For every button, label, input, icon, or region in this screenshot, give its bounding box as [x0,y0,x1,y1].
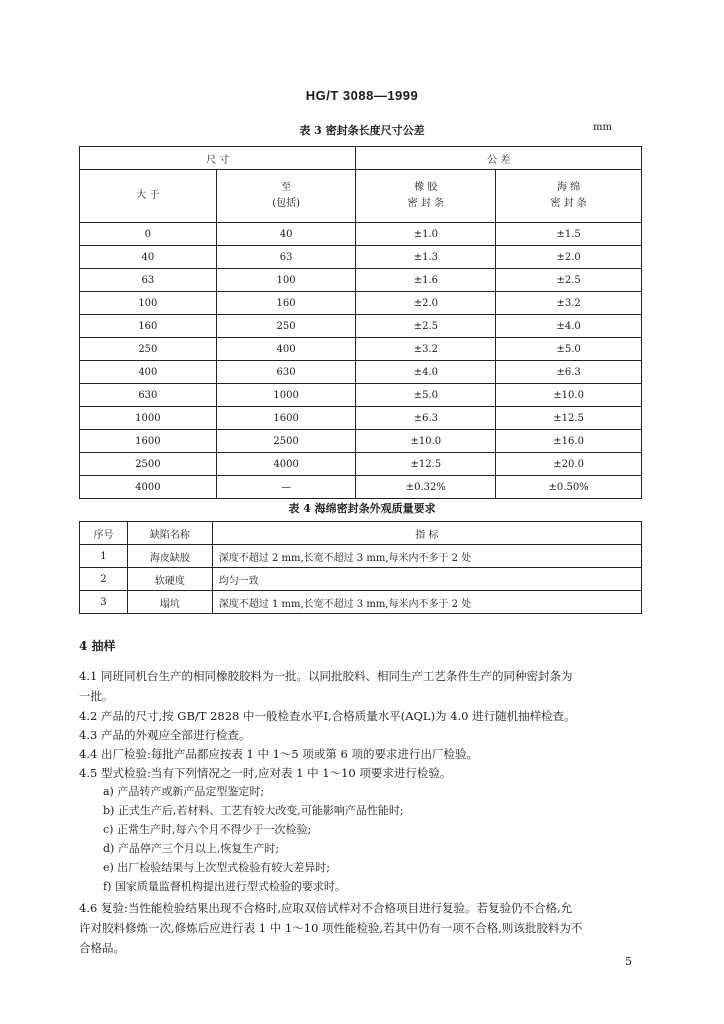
cell-sponge: ±5.0 [496,338,642,361]
cell-index: 深度不超过 1 mm,长宽不超过 3 mm,每米内不多于 2 处 [212,591,641,614]
cell-to: 100 [216,269,356,292]
sub-header-to-line2: (包括) [272,198,300,209]
list-item: b) 正式生产后,若材料、工艺有较大改变,可能影响产品性能时; [103,804,404,817]
para-4-1-line2: 一批。 [79,689,114,703]
cell-rubber: ±5.0 [356,384,496,407]
sub-header-sponge-line2: 密 封 条 [550,198,587,209]
cell-defect: 塌坑 [127,591,212,614]
table-row [80,430,642,453]
col-tolerance-header: 公 差 [356,147,642,170]
cell-sponge: ±6.3 [496,361,642,384]
cell-rubber: ±6.3 [356,407,496,430]
cell-sponge: ±3.2 [496,292,642,315]
cell-over: 40 [80,246,217,269]
table-row [80,568,642,591]
cell-to: 1600 [216,407,356,430]
sub-header-rubber [356,170,496,223]
cell-over: 0 [80,223,217,246]
cell-rubber: ±0.32% [356,476,496,499]
sub-header-rubber-line2: 密 封 条 [407,198,445,209]
para-4-5: 4.5 型式检验:当有下列情况之一时,应对表 1 中 1～10 项要求进行检验。 [79,766,452,780]
cell-rubber: ±3.2 [356,338,496,361]
cell-no: 3 [80,591,128,614]
cell-sponge: ±2.0 [496,246,642,269]
section-4-heading: 4 抽样 [79,639,116,653]
cell-sponge: ±4.0 [496,315,642,338]
sub-header-rubber-line1: 橡 胶 [414,182,438,193]
table-row [80,292,642,315]
table4-body [80,545,642,614]
cell-to: 63 [216,246,356,269]
cell-over: 1000 [80,407,217,430]
cell-to: 630 [216,361,356,384]
cell-to: 160 [216,292,356,315]
sub-header-over: 大 于 [80,170,217,223]
cell-over: 4000 [80,476,217,499]
list-item: a) 产品转产或新产品定型鉴定时; [103,785,265,798]
cell-no: 1 [80,545,128,568]
table-row [80,315,642,338]
cell-sponge: ±16.0 [496,430,642,453]
para-4-6-line3: 合格品。 [79,941,125,955]
table-row [80,407,642,430]
cell-rubber: ±1.0 [356,223,496,246]
col-size-header: 尺 寸 [80,147,356,170]
sub-header-sponge [496,170,642,223]
table-row [80,361,642,384]
table-row [80,591,642,614]
cell-over: 1600 [80,430,217,453]
table-row [80,384,642,407]
list-item: c) 正常生产时,每六个月不得少于一次检验; [103,823,312,836]
sub-header-to-line1: 至 [281,182,292,193]
cell-over: 160 [80,315,217,338]
table3-length-tolerance [79,146,642,499]
cell-sponge: ±10.0 [496,384,642,407]
table-row [80,269,642,292]
cell-sponge: ±20.0 [496,453,642,476]
table4-caption: 表 4 海绵密封条外观质量要求 [288,502,436,515]
table3-unit: mm [593,122,612,133]
cell-no: 2 [80,568,128,591]
cell-over: 630 [80,384,217,407]
cell-over: 100 [80,292,217,315]
cell-over: 400 [80,361,217,384]
para-4-2: 4.2 产品的尺寸,按 GB/T 2828 中一般检查水平Ⅰ,合格质量水平(AQL)为 4.0 进行随机抽样检查。 [79,709,576,723]
cell-sponge: ±12.5 [496,407,642,430]
table-row [80,476,642,499]
cell-rubber: ±2.5 [356,315,496,338]
table-row [80,338,642,361]
para-4-6-line2: 许对胶料修炼一次,修炼后应进行表 1 中 1～10 项性能检验,若其中仍有一项不合格,则该批胶料为不 [79,921,583,935]
cell-to: 400 [216,338,356,361]
cell-rubber: ±10.0 [356,430,496,453]
table4-appearance-quality [79,521,642,614]
list-item: d) 产品停产三个月以上,恢复生产时; [103,842,280,855]
list-item: f) 国家质量监督机构提出进行型式检验的要求时。 [103,880,346,893]
para-4-4: 4.4 出厂检验:每批产品都应按表 1 中 1～5 项或第 6 项的要求进行出厂检验。 [79,747,479,761]
cell-defect: 软硬度 [127,568,212,591]
cell-to: 1000 [216,384,356,407]
table-row [80,223,642,246]
table3-body [80,223,642,499]
sub-header-sponge-line1: 海 绵 [557,182,581,193]
table-row [80,453,642,476]
cell-to: — [216,476,356,499]
col-index-header: 指 标 [212,522,641,545]
cell-to: 2500 [216,430,356,453]
para-4-6-line1: 4.6 复验:当性能检验结果出现不合格时,应取双倍试样对不合格项目进行复验。若复验仍不合格,允 [79,901,573,915]
cell-rubber: ±12.5 [356,453,496,476]
sub-header-to [216,170,356,223]
table-row [80,545,642,568]
cell-over: 63 [80,269,217,292]
cell-index: 深度不超过 2 mm,长宽不超过 3 mm,每米内不多于 2 处 [212,545,641,568]
cell-sponge: ±0.50% [496,476,642,499]
cell-rubber: ±1.6 [356,269,496,292]
cell-defect: 海皮缺胶 [127,545,212,568]
cell-sponge: ±1.5 [496,223,642,246]
cell-index: 均匀一致 [212,568,641,591]
table3-caption: 表 3 密封条长度尺寸公差 [299,124,425,137]
col-defect-header: 缺陷名称 [127,522,212,545]
cell-over: 2500 [80,453,217,476]
list-item: e) 出厂检验结果与上次型式检验有较大差异时; [103,861,331,874]
cell-to: 40 [216,223,356,246]
cell-rubber: ±4.0 [356,361,496,384]
document-code: HG/T 3088—1999 [305,88,419,103]
cell-sponge: ±2.5 [496,269,642,292]
page-number: 5 [625,955,632,968]
cell-rubber: ±1.3 [356,246,496,269]
para-4-1-line1: 4.1 同班同机台生产的相同橡胶胶料为一批。以同批胶料、相同生产工艺条件生产的同种密封条为 [79,669,573,683]
cell-to: 250 [216,315,356,338]
col-no-header: 序号 [80,522,128,545]
table-row [80,246,642,269]
cell-over: 250 [80,338,217,361]
para-4-3: 4.3 产品的外观应全部进行检查。 [79,728,251,742]
cell-rubber: ±2.0 [356,292,496,315]
cell-to: 4000 [216,453,356,476]
